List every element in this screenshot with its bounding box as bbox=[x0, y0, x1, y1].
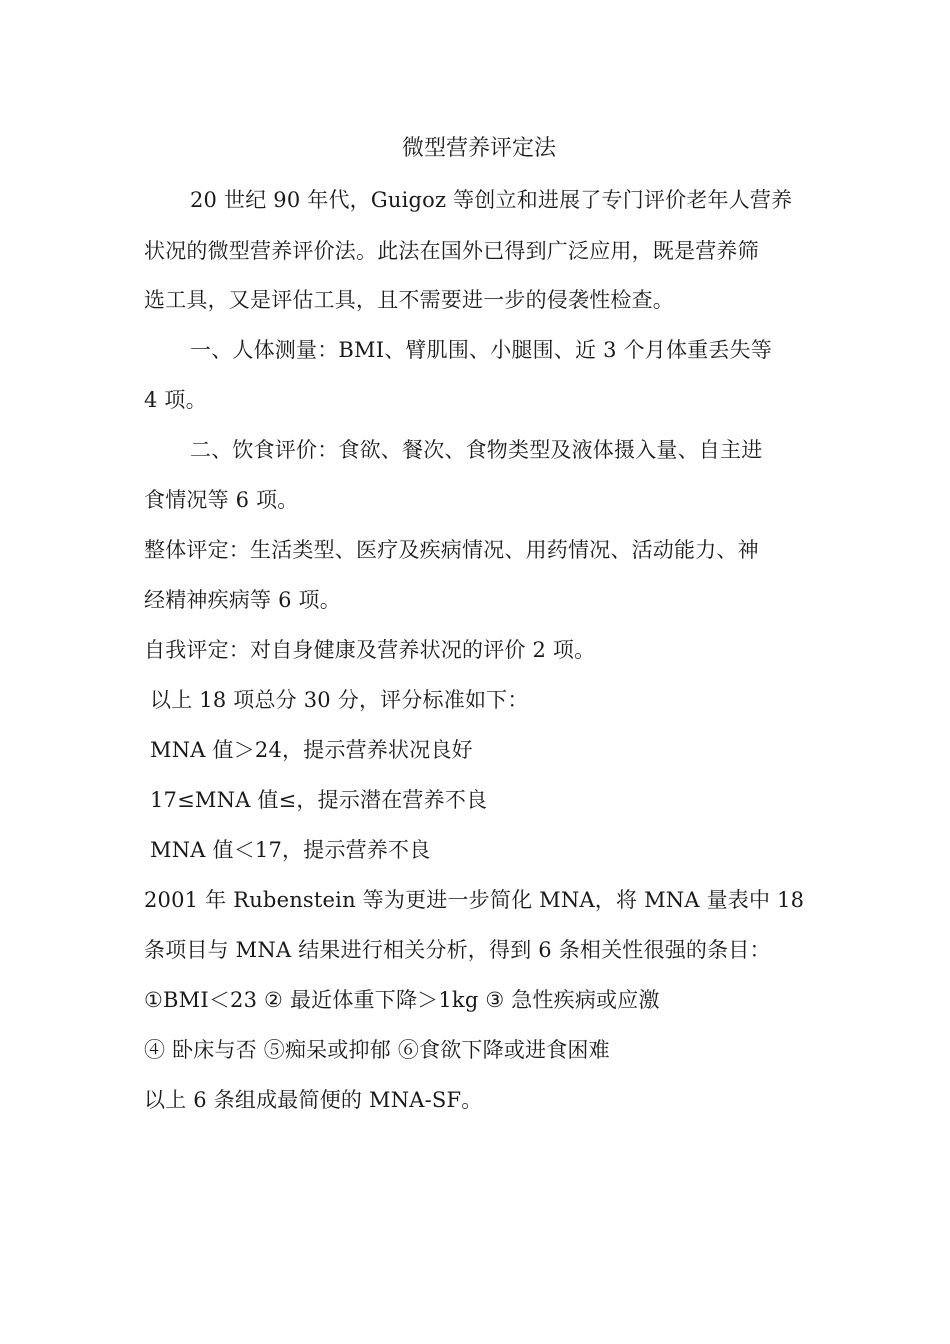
mna-sf-paragraph-line-1: 2001 年 Rubenstein 等为更进一步简化 MNA，将 MNA 量表中 18 bbox=[144, 888, 805, 912]
document-title: 微型营养评定法 bbox=[401, 136, 556, 161]
section-overall-line-1: 整体评定：生活类型、医疗及疾病情况、用药情况、活动能力、神 bbox=[144, 538, 759, 562]
section-diet-line-1: 二、饮食评价：食欲、餐次、食物类型及液体摄入量、自主进 bbox=[190, 438, 763, 462]
scoring-good: MNA 值＞24，提示营养状况良好 bbox=[150, 738, 473, 762]
paragraph-intro-line-3: 选工具，又是评估工具，且不需要进一步的侵袭性检查。 bbox=[144, 288, 674, 312]
paragraph-intro-line-1: 20 世纪 90 年代，Guigoz 等创立和进展了专门评价老年人营养 bbox=[190, 188, 793, 212]
section-anthropometry-line-2: 4 项。 bbox=[144, 388, 207, 412]
section-anthropometry-line-1: 一、人体测量：BMI、臂肌围、小腿围、近 3 个月体重丢失等 bbox=[190, 338, 772, 362]
mna-sf-conclusion: 以上 6 条组成最简便的 MNA-SF。 bbox=[144, 1088, 483, 1112]
paragraph-intro-line-2: 状况的微型营养评价法。此法在国外已得到广泛应用，既是营养筛 bbox=[144, 239, 759, 263]
section-overall-line-2: 经精神疾病等 6 项。 bbox=[144, 588, 341, 612]
mna-sf-items-line-2: ④ 卧床与否 ⑤痴呆或抑郁 ⑥食欲下降或进食困难 bbox=[144, 1038, 610, 1062]
section-diet-line-2: 食情况等 6 项。 bbox=[144, 488, 299, 512]
scoring-risk: 17≤MNA 值≤，提示潜在营养不良 bbox=[150, 788, 488, 812]
mna-sf-paragraph-line-2: 条项目与 MNA 结果进行相关分析，得到 6 条相关性很强的条目： bbox=[144, 938, 771, 962]
section-self-assessment: 自我评定：对自身健康及营养状况的评价 2 项。 bbox=[144, 638, 596, 662]
scoring-malnourished: MNA 值＜17，提示营养不良 bbox=[150, 838, 431, 862]
scoring-intro: 以上 18 项总分 30 分，评分标准如下： bbox=[150, 688, 529, 712]
mna-sf-items-line-1: ①BMI＜23 ② 最近体重下降＞1kg ③ 急性疾病或应激 bbox=[144, 988, 660, 1012]
